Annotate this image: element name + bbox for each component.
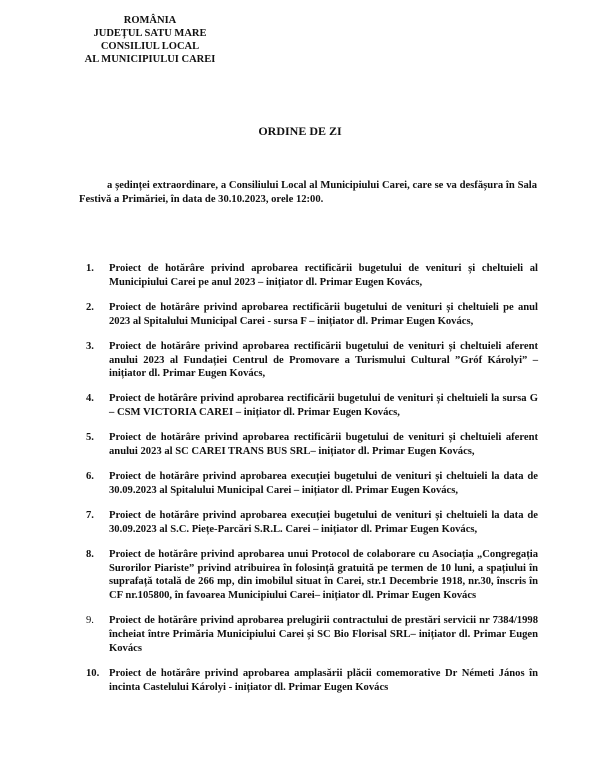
agenda-item-number: 3.	[86, 340, 94, 352]
agenda-item	[86, 509, 538, 537]
agenda-item	[86, 340, 538, 382]
header-county: JUDEȚUL SATU MARE	[93, 28, 207, 39]
agenda-item-number: 5.	[86, 432, 94, 444]
agenda-item-text: Proiect de hotărâre privind aprobarea execuției bugetului de venituri și cheltuieli la data de 30.09.2023 al S.C. Piețe-Parcări S.R.L. Carei – inițiator dl. Primar Eugen Kovács,	[109, 509, 538, 535]
agenda-item-text: Proiect de hotărâre privind aprobarea rectificării bugetului de venituri și cheltuieli aferent anului 2023 al Fundației Centrul de Promovare a Turismului Cultural ”Gróf Károlyi” – inițiator dl. Primar Eugen Kovács,	[109, 340, 538, 380]
agenda-item	[86, 548, 538, 604]
agenda-item-number: 1.	[86, 263, 94, 274]
agenda-item-text: Proiect de hotărâre privind aprobarea rectificării bugetului de venituri și cheltuieli la sursa G – CSM VICTORIA CAREI – inițiator dl. Primar Eugen Kovács,	[109, 393, 538, 419]
agenda-item	[86, 470, 538, 498]
header-municipality: AL MUNICIPIULUI CAREI	[84, 54, 216, 65]
agenda-item-number: 10.	[86, 667, 100, 679]
agenda-item	[86, 614, 538, 656]
agenda-item-number: 7.	[86, 509, 94, 521]
agenda-item-number: 8.	[86, 548, 94, 560]
agenda-item-text: Proiect de hotărâre privind aprobarea unui Protocol de colaborare cu Asociația „Congregația Surorilor Piariste” privind atribuirea în folosință gratuită pe termen de 10 luni, a spațiului în suprafață totală de 266 mp, din imobilul situat în Carei, str.1 Decembrie 1918, nr.30, înscris în CF nr.105800, în favoarea Municipiului Carei– inițiator dl. Primar Eugen Kovács	[109, 548, 538, 602]
document-header	[70, 14, 230, 66]
agenda-item-number: 2.	[86, 301, 94, 313]
agenda-item-text: Proiect de hotărâre privind aprobarea prelugirii contractului de prestări servicii nr 7384/1998 încheiat între Primăria Municipiului Carei și SC Bio Florisal SRL– inițiator dl. Primar Eugen Kovács	[109, 615, 538, 655]
document-title: ORDINE DE ZI	[258, 124, 342, 138]
agenda-item	[86, 301, 538, 329]
header-council: CONSILIUL LOCAL	[100, 41, 200, 52]
agenda-item	[86, 392, 538, 420]
agenda-item-text: Proiect de hotărâre privind aprobarea execuției bugetului de venituri și cheltuieli la data de 30.09.2023 al Spitalului Municipal Carei – inițiator dl. Primar Eugen Kovács,	[109, 470, 538, 496]
agenda-item	[86, 667, 538, 695]
agenda-item	[86, 262, 538, 290]
agenda-item-text: Proiect de hotărâre privind aprobarea rectificării bugetului de venituri și cheltuieli al Municipiului Carei pe anul 2023 – inițiator dl. Primar Eugen Kovács,	[109, 263, 538, 288]
intro-paragraph: a ședinței extraordinare, a Consiliului Local al Municipiului Carei, care se va desfășura în Sala Festivă a Primăriei, în data de 30.10.2023, orele 12:00.	[79, 180, 537, 205]
agenda-list	[86, 262, 538, 695]
header-country: ROMÂNIA	[123, 15, 177, 26]
agenda-item-number: 6.	[86, 470, 94, 482]
agenda-item-number: 4.	[86, 393, 94, 405]
agenda-item-text: Proiect de hotărâre privind aprobarea rectificării bugetului de venituri și cheltuieli pe anul 2023 al Spitalului Municipal Carei - sursa F – inițiator dl. Primar Eugen Kovács,	[109, 301, 538, 327]
agenda-item-text: Proiect de hotărâre privind aprobarea rectificării bugetului de venituri și cheltuieli aferent anului 2023 al SC CAREI TRANS BUS SRL– inițiator dl. Primar Eugen Kovács,	[109, 432, 538, 458]
agenda-item-text: Proiect de hotărâre privind aprobarea amplasării plăcii comemorative Dr Németi János în incinta Castelului Károlyi - inițiator dl. Primar Eugen Kovács	[109, 667, 538, 693]
agenda-item	[86, 431, 538, 459]
agenda-item-number: 9.	[86, 615, 94, 627]
